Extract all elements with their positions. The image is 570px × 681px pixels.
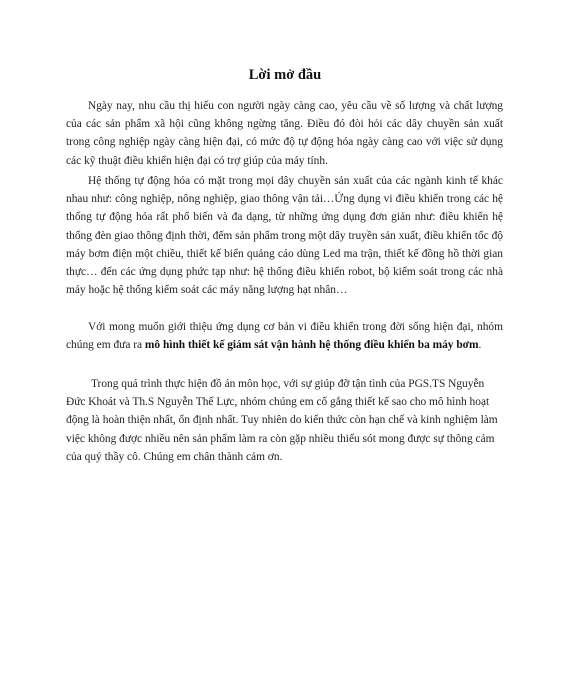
paragraph-acknowledgement: Trong quá trình thực hiện đồ án môn học, với sự giúp đỡ tận tình của PGS.TS Nguyễn Đức Khoát và Th.S Nguyễn Thế Lực, nhóm chúng em cố gắng thiết kế sao cho mô hình hoạt động là hoàn thiện nhất, ổn định nhất. Tuy nhiên do kiến thức còn hạn chế và kinh nghiệm làm việc không được nhiều nên sản phẩm làm ra còn gặp nhiều thiếu sót mong được sự thông cảm của quý thầy cô. Chúng em chân thành cảm ơn. <box>66 378 498 463</box>
project-title-bold: mô hình thiết kế giám sát vận hành hệ thống điều khiển ba máy bơm <box>144 339 479 352</box>
paragraph-purpose-end: . <box>478 339 482 352</box>
paragraph-automation: Hệ thống tự động hóa có mặt trong mọi dây chuyền sản xuất của các ngành kinh tế khác nhau như: công nghiệp, nông nghiệp, giao thông vận tải…Ứng dụng vi điều khiển trong các hệ thống tự động hóa rất phổ biến và đa dạng, từ những ứng dụng đơn giản như: điều khiển hệ thống đèn giao thông định thời, đếm sản phẩm trong một dây truyền sản xuất, điều khiển tốc độ máy bơm điện một chiều, thiết kế biển quảng cáo dùng Led ma trận, thiết kế đồng hồ thời gian thực… đến các ứng dụng phức tạp như: hệ thống điều khiển robot, bộ kiểm soát trong các nhà máy hoặc hệ thống kiểm soát các máy năng lượng hạt nhân… <box>66 175 503 297</box>
page-title: Lời mở đầu <box>248 67 322 83</box>
paragraph-purpose-text: Với mong muốn giới thiệu ứng dụng cơ bản vi điều khiển trong đời sống hiện đại, nhóm chúng em đưa ra <box>66 321 503 352</box>
paragraph-intro: Ngày nay, nhu cầu thị hiếu con người ngày càng cao, yêu cầu về số lượng và chất lượng của các sản phẩm xã hội cũng không ngừng tăng. Điều đó đòi hỏi các dây chuyền sản xuất trong công nghiệp ngày càng hiện đại, có mức độ tự động hóa ngày càng cao với việc sử dụng các kỹ thuật điều khiển hiện đại có trợ giúp của máy tính. <box>66 100 503 167</box>
paragraph-purpose <box>66 318 503 354</box>
